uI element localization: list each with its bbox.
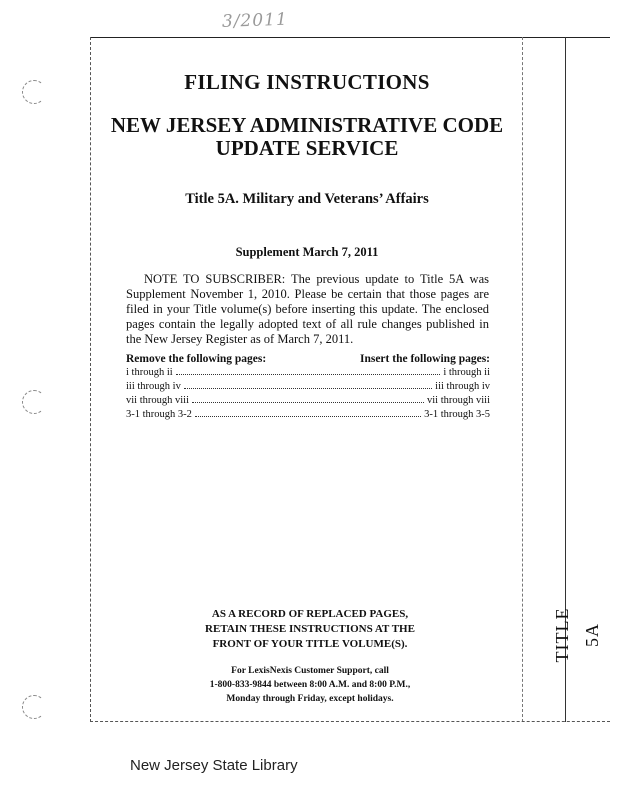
insert-pages: vii through viii (427, 395, 490, 406)
title-tab-label: TITLE 5A (552, 607, 602, 663)
page-border-top (90, 37, 610, 38)
support-line: 1-800-833-9844 between 8:00 A.M. and 8:00 P.M., (209, 680, 411, 690)
dot-leader (176, 374, 441, 375)
punch-hole-bottom (22, 695, 46, 719)
customer-support-notice (150, 664, 470, 706)
page-border-bottom (90, 721, 610, 722)
supplement-date: Supplement March 7, 2011 (235, 245, 379, 259)
insert-pages: 3-1 through 3-5 (424, 409, 490, 420)
insert-header: Insert the following pages: (359, 353, 490, 365)
remove-header: Remove the following pages: (126, 353, 267, 365)
insert-pages: i through ii (443, 367, 490, 378)
filing-instructions-title: FILING INSTRUCTIONS (184, 70, 430, 94)
page-border-left (90, 37, 91, 722)
table-row (126, 394, 490, 408)
dot-leader (184, 388, 432, 389)
table-row (126, 366, 490, 380)
remove-pages: vii through viii (126, 395, 189, 406)
support-line: Monday through Friday, except holidays. (226, 694, 394, 704)
record-notice-line: RETAIN THESE INSTRUCTIONS AT THE (205, 623, 415, 635)
dot-leader (195, 416, 421, 417)
record-notice-line: AS A RECORD OF REPLACED PAGES, (211, 608, 409, 620)
subscriber-note: NOTE TO SUBSCRIBER: The previous update to Title 5A was Supplement November 1, 2010. Please be certain that those pages are filed in your Title volume(s) before inserting this update. The enclosed pages contain the legally adopted text of all rule changes published in the New Jersey Register as of March 7, 2011. (126, 272, 489, 346)
remove-pages: 3-1 through 3-2 (126, 409, 192, 420)
tab-border-inner (522, 37, 523, 722)
table-row (126, 380, 490, 394)
punch-hole-middle (22, 390, 46, 414)
update-service-title: UPDATE SERVICE (215, 136, 399, 160)
table-row (126, 408, 490, 422)
record-notice (150, 607, 470, 652)
dot-leader (192, 402, 424, 403)
insert-pages: iii through iv (435, 381, 490, 392)
support-line: For LexisNexis Customer Support, call (231, 666, 389, 676)
library-footer: New Jersey State Library (130, 757, 298, 774)
handwritten-note: 3/2011 (221, 9, 289, 32)
record-notice-line: FRONT OF YOUR TITLE VOLUME(S). (212, 638, 408, 650)
code-title: NEW JERSEY ADMINISTRATIVE CODE (110, 113, 504, 137)
page-replacement-table (126, 352, 490, 422)
title-subtitle: Title 5A. Military and Veterans’ Affairs (185, 191, 429, 207)
remove-pages: i through ii (126, 367, 173, 378)
table-header (126, 352, 490, 366)
punch-hole-top (22, 80, 46, 104)
remove-pages: iii through iv (126, 381, 181, 392)
